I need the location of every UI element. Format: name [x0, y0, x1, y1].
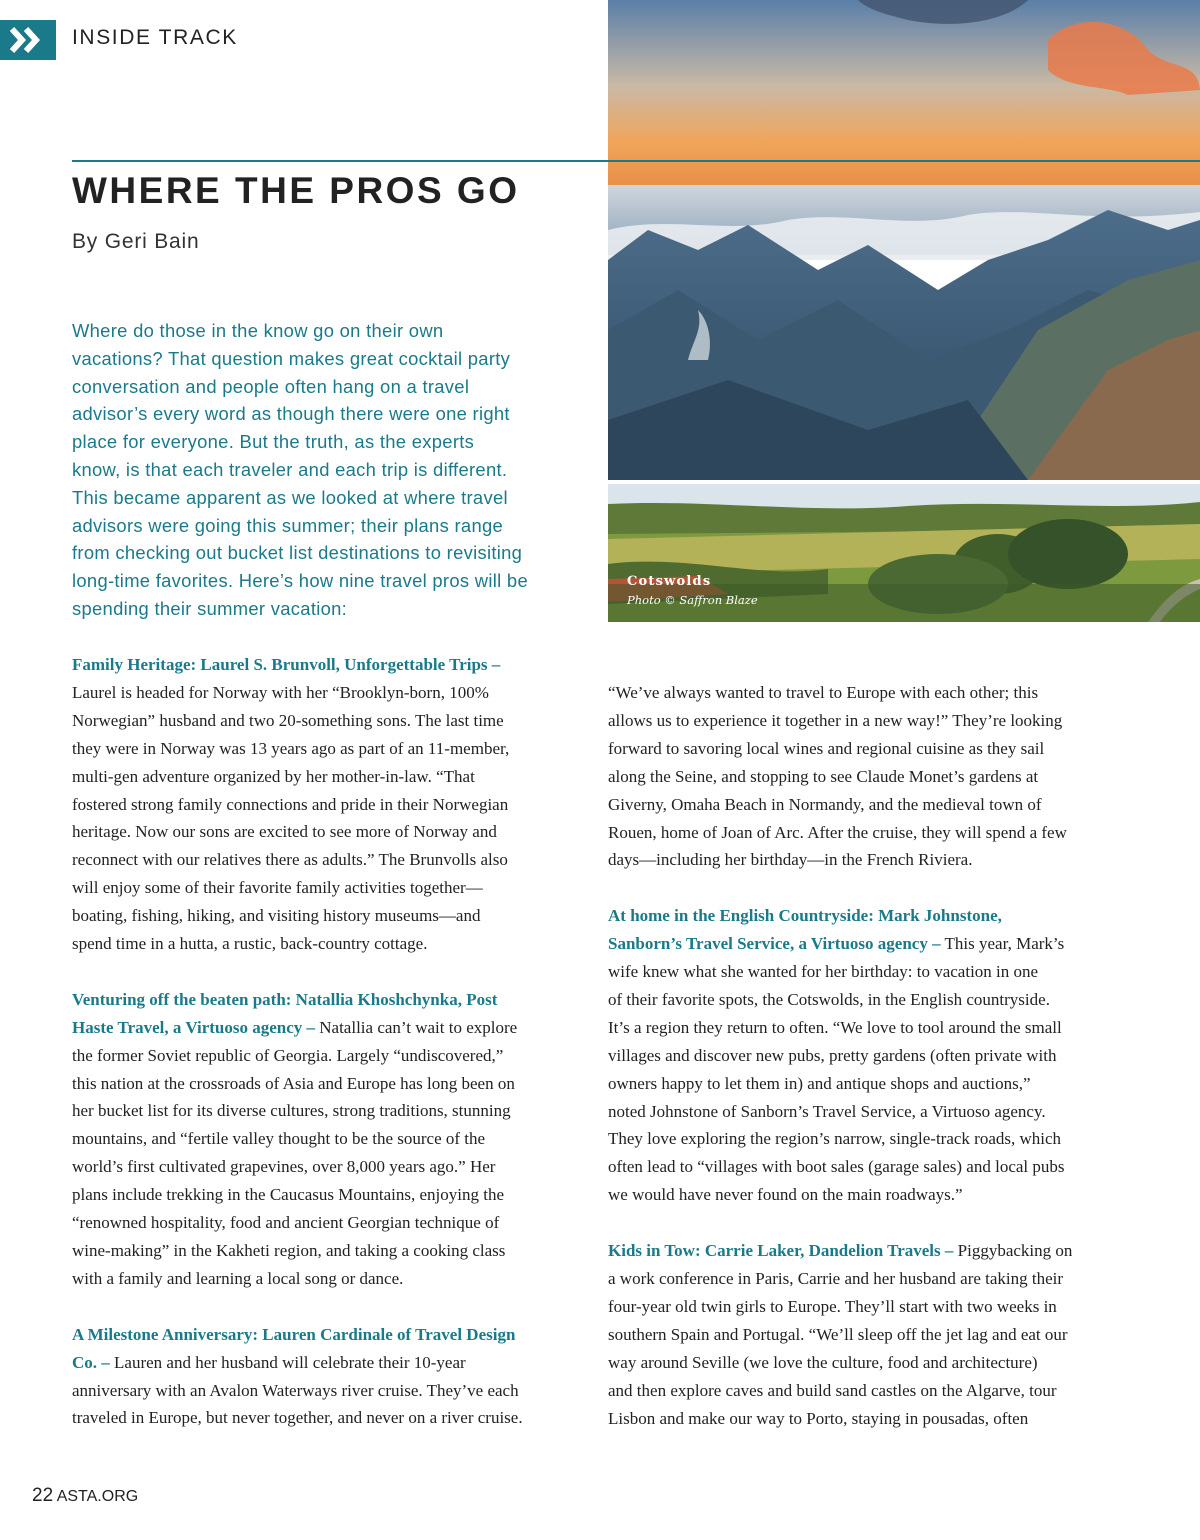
- body-line: “renowned hospitality, food and ancient Georgian technique of: [72, 1213, 500, 1233]
- body-line: a work conference in Paris, Carrie and her husband are taking their: [608, 1269, 1064, 1288]
- body-line: plans include trekking in the Caucasus Mountains, enjoying the: [72, 1185, 505, 1205]
- body-line: mountains, and “fertile valley thought to be the source of the: [72, 1129, 486, 1149]
- body-line: Giverny, Omaha Beach in Normandy, and the medieval town of: [608, 794, 1042, 814]
- body-line: four-year old twin girls to Europe. They’ll start with two weeks in: [608, 1296, 1057, 1316]
- body-line: Natallia can’t wait to explore: [315, 1017, 518, 1037]
- body-line: will enjoy some of their favorite family activities together—: [72, 878, 483, 898]
- body-line: reconnect with our relatives there as adults.” The Brunvolls also: [72, 850, 508, 870]
- body-line: wife knew what she wanted for her birthday: to vacation in one: [608, 962, 1039, 982]
- section-heading-milestone: A Milestone Anniversary: Lauren Cardinale of Travel Design: [72, 1324, 516, 1344]
- section-heading-venturing: Venturing off the beaten path: Natallia Khoshchynka, Post: [72, 989, 498, 1009]
- body-line: wine-making” in the Kakheti region, and taking a cooking class: [72, 1241, 506, 1261]
- body-line: they were in Norway was 13 years ago as part of an 11-member,: [72, 738, 510, 758]
- intro-line: vacations? That question makes great cocktail party: [72, 347, 511, 369]
- byline: By Geri Bain: [72, 230, 200, 253]
- body-line: the former Soviet republic of Georgia. Largely “undiscovered,”: [72, 1045, 504, 1065]
- body-line: traveled in Europe, but never together, and never on a river cruise.: [72, 1408, 523, 1428]
- body-line: Piggybacking on: [953, 1241, 1073, 1261]
- section-heading-venturing-cont: Haste Travel, a Virtuoso agency –: [72, 1017, 316, 1037]
- body-line: world’s first cultivated grapevines, over 8,000 years ago.” Her: [72, 1157, 496, 1177]
- intro-line: from checking out bucket list destinations to revisiting: [72, 542, 523, 564]
- body-line: with a family and learning a local song or dance.: [72, 1268, 404, 1288]
- body-line: It’s a region they return to often. “We love to tool around the small: [608, 1017, 1062, 1037]
- body-line: They love exploring the region’s narrow, single-track roads, which: [608, 1129, 1062, 1149]
- body-line: of their favorite spots, the Cotswolds, in the English countryside.: [608, 989, 1050, 1009]
- body-line: Lisbon and make our way to Porto, staying in pousadas, often: [608, 1408, 1029, 1428]
- body-column-left: [72, 651, 572, 1432]
- footer-site-link[interactable]: ASTA.ORG: [56, 1488, 139, 1505]
- body-line: spend time in a hutta, a rustic, back-country cottage.: [72, 934, 428, 954]
- intro-line: place for everyone. But the truth, as the experts: [72, 431, 475, 453]
- intro-line: Where do those in the know go on their own: [72, 320, 444, 341]
- intro-line: conversation and people often hang on a travel: [72, 375, 470, 397]
- intro-line: This became apparent as we looked at where travel: [72, 486, 508, 508]
- body-line: “We’ve always wanted to travel to Europe with each other; this: [608, 683, 1039, 702]
- body-line: anniversary with an Avalon Waterways river cruise. They’ve each: [72, 1380, 519, 1400]
- body-column-right: [608, 679, 1128, 1432]
- section-heading-english-countryside-cont: Sanborn’s Travel Service, a Virtuoso agency –: [608, 934, 941, 954]
- section-heading-kids-in-tow: Kids in Tow: Carrie Laker, Dandelion Travels –: [608, 1241, 954, 1261]
- section-label: INSIDE TRACK: [72, 26, 238, 49]
- body-line: Lauren and her husband will celebrate their 10-year: [109, 1352, 466, 1372]
- body-line: southern Spain and Portugal. “We’ll sleep off the jet lag and eat our: [608, 1324, 1068, 1344]
- title-rule: [72, 160, 1200, 162]
- body-line: forward to savoring local wines and regional cuisine as they sail: [608, 738, 1045, 758]
- body-line: heritage. Now our sons are excited to see more of Norway and: [72, 822, 497, 842]
- photo-caption-title: Cotswolds: [627, 574, 712, 589]
- page-number: 22: [32, 1485, 54, 1506]
- section-heading-english-countryside: At home in the English Countryside: Mark Johnstone,: [608, 906, 1002, 926]
- body-line: fostered strong family connections and pride in their Norwegian: [72, 794, 509, 814]
- section-heading-milestone-cont: Co. –: [72, 1352, 110, 1372]
- page-footer: [32, 1485, 138, 1507]
- intro-paragraph: [72, 317, 572, 623]
- body-line: Norwegian” husband and two 20-something sons. The last time: [72, 710, 504, 730]
- body-line: we would have never found on the main roadways.”: [608, 1185, 963, 1205]
- body-line: multi-gen adventure organized by her mother-in-law. “That: [72, 766, 475, 786]
- article-title: WHERE THE PROS GO: [72, 170, 520, 211]
- body-line: Laurel is headed for Norway with her “Brooklyn-born, 100%: [72, 682, 489, 702]
- intro-line: know, is that each traveler and each trip is different.: [72, 458, 508, 480]
- body-line: way around Seville (we love the culture, food and architecture): [608, 1352, 1038, 1372]
- double-chevron-right-icon: [0, 20, 56, 60]
- body-line: this nation at the crossroads of Asia and Europe has long been on: [72, 1073, 515, 1093]
- body-line: days—including her birthday—in the French Riviera.: [608, 850, 973, 870]
- photo-caption-credit: Photo © Saffron Blaze: [627, 593, 758, 607]
- body-line: her bucket list for its diverse cultures, strong traditions, stunning: [72, 1101, 511, 1121]
- intro-line: long-time favorites. Here’s how nine travel pros will be: [72, 570, 528, 592]
- body-line: noted Johnstone of Sanborn’s Travel Service, a Virtuoso agency.: [608, 1101, 1046, 1121]
- section-tab: [0, 20, 56, 60]
- body-line: boating, fishing, hiking, and visiting history museums—and: [72, 906, 481, 926]
- body-line: along the Seine, and stopping to see Claude Monet’s gardens at: [608, 766, 1039, 786]
- body-line: Rouen, home of Joan of Arc. After the cruise, they will spend a few: [608, 822, 1067, 842]
- body-line: villages and discover new pubs, pretty gardens (often private with: [608, 1045, 1057, 1065]
- body-line: allows us to experience it together in a new way!” They’re looking: [608, 710, 1063, 730]
- body-line: This year, Mark’s: [940, 934, 1065, 954]
- intro-line: advisor’s every word as though there were one right: [72, 403, 510, 425]
- body-line: and then explore caves and build sand castles on the Algarve, tour: [608, 1380, 1057, 1400]
- body-line: often lead to “villages with boot sales (garage sales) and local pubs: [608, 1157, 1065, 1177]
- section-heading-family-heritage: Family Heritage: Laurel S. Brunvoll, Unforgettable Trips –: [72, 655, 501, 674]
- intro-line: advisors were going this summer; their plans range: [72, 514, 504, 536]
- intro-line: spending their summer vacation:: [72, 597, 348, 619]
- mountain-sunset-photo: [608, 0, 1200, 480]
- body-line: owners happy to let them in) and antique shops and auctions,”: [608, 1073, 1031, 1093]
